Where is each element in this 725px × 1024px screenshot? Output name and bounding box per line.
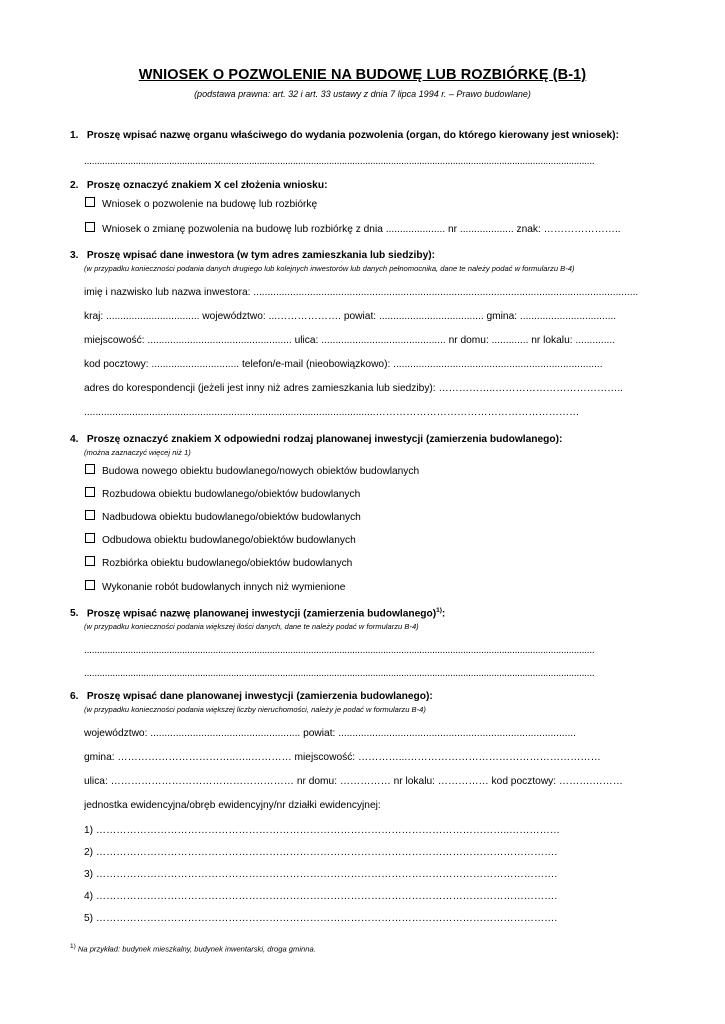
plot-field-2[interactable]: 2) ………………………………………………………………………………………………………………………. xyxy=(84,847,558,858)
investment-region-field[interactable]: województwo: ..................................................... powiat: .................................................................................... xyxy=(84,728,576,739)
cadastral-heading: jednostka ewidencyjna/obręb ewidencyjny/nr działki ewidencyjnej: xyxy=(84,800,381,811)
investment-locality-field[interactable]: gmina: ……………………………..…..………… miejscowość: …………...………………………………………………… xyxy=(84,752,601,763)
section-1-label: Proszę wpisać nazwę organu właściwego do wydania pozwolenia (organ, do którego kierowany jest wniosek): xyxy=(86,130,619,141)
footnote-text: Na przykład: budynek mieszkalny, budynek inwentarski, droga gminna. xyxy=(75,944,316,954)
option-superstructure: Nadbudowa obiektu budowlanego/obiektów budowlanych xyxy=(102,512,361,523)
section-number: 5. xyxy=(70,608,79,620)
plot-field-4[interactable]: 4) ………………………………………………………………………………………………………………………. xyxy=(84,891,558,902)
investment-address-field[interactable]: ulica: ……………………………………………… nr domu: …………… nr lokalu: …………… kod pocztowy: ……….……… xyxy=(84,776,623,787)
checkbox-extension[interactable] xyxy=(85,487,95,497)
option-reconstruction: Odbudowa obiektu budowlanego/obiektów budowlanych xyxy=(102,535,356,546)
footnote-ref: 1) xyxy=(436,607,442,614)
option-permit-change: Wniosek o zmianę pozwolenia na budowę lub rozbiórkę z dnia ..................... nr ................... znak: ………………….. xyxy=(102,224,621,235)
checkbox-new-building[interactable] xyxy=(85,464,95,474)
footnote xyxy=(70,943,316,954)
checkbox-permit-application[interactable] xyxy=(85,197,95,207)
section-2-label: Proszę oznaczyć znakiem X cel złożenia wniosku: xyxy=(86,180,328,191)
section-6-heading xyxy=(70,691,433,702)
section-number: 2. xyxy=(70,180,79,191)
option-new-building: Budowa nowego obiektu budowlanego/nowych obiektów budowlanych xyxy=(102,466,420,477)
section-2-heading xyxy=(70,180,327,191)
authority-name-field[interactable]: ...................................................................................................................................................................................................... xyxy=(84,156,595,167)
plot-field-1[interactable]: 1) …………………………………………………………………………………………………………..…………… xyxy=(84,825,560,836)
checkbox-permit-change[interactable] xyxy=(85,222,95,232)
checkbox-other-works[interactable] xyxy=(85,580,95,590)
plot-field-3[interactable]: 3) ………………………………………………………………………………………………………………………. xyxy=(84,869,558,880)
section-5-label: Proszę wpisać nazwę planowanej inwestycji (zamierzenia budowlanego) xyxy=(86,608,437,620)
option-demolition: Rozbiórka obiektu budowlanego/obiektów budowlanych xyxy=(102,558,353,569)
section-3-note: (w przypadku konieczności podania danych drugiego lub kolejnych inwestorów lub danych pełnomocnika, dane te należy podać w formularzu B-4) xyxy=(84,264,575,273)
footnote-marker: 1) xyxy=(70,943,76,950)
investor-address-field[interactable]: miejscowość: ................................................... ulica: ............................................ nr domu: ............. nr lokalu: .............. xyxy=(84,335,616,346)
option-permit-application: Wniosek o pozwolenie na budowę lub rozbiórkę xyxy=(102,199,318,210)
section-4-heading xyxy=(70,434,562,445)
checkbox-superstructure[interactable] xyxy=(85,510,95,520)
correspondence-address-line-2[interactable]: .......................................................................................................…………………………………………………… xyxy=(84,407,580,418)
investor-contact-field[interactable]: kod pocztowy: ............................... telefon/e-mail (nieobowiązkowo): .......................................................................... xyxy=(84,359,603,370)
investor-region-field[interactable]: kraj: ................................. województwo: ...………………. powiat: ..................................... gmina: .................................. xyxy=(84,311,617,322)
section-5-note: (w przypadku konieczności podania większej ilości danych, dane te należy podać w formularzu B-4) xyxy=(84,622,419,631)
checkbox-demolition[interactable] xyxy=(85,556,95,566)
form-title: WNIOSEK O POZWOLENIE NA BUDOWĘ LUB ROZBIÓRKĘ (B-1) xyxy=(138,67,587,83)
section-6-note: (w przypadku konieczności podania większej liczby nieruchomości, należy je podać w formularzu B-4) xyxy=(84,705,426,714)
section-number: 6. xyxy=(70,691,79,702)
legal-basis: (podstawa prawna: art. 32 i art. 33 ustawy z dnia 7 lipca 1994 r. – Prawo budowlane) xyxy=(194,89,531,99)
section-5-heading xyxy=(70,607,445,619)
section-6-label: Proszę wpisać dane planowanej inwestycji (zamierzenia budowlanego): xyxy=(86,691,433,702)
section-5-colon: : xyxy=(441,608,446,620)
correspondence-address-field[interactable]: adres do korespondencji (jeżeli jest inny niż adres zamieszkania lub siedziby): ……………..……………………………….. xyxy=(84,383,623,394)
option-other-works: Wykonanie robót budowlanych innych niż wymienione xyxy=(102,582,346,593)
section-3-label: Proszę wpisać dane inwestora (w tym adres zamieszkania lub siedziby): xyxy=(86,250,436,261)
checkbox-reconstruction[interactable] xyxy=(85,533,95,543)
option-extension: Rozbudowa obiektu budowlanego/obiektów budowlanych xyxy=(102,489,361,500)
section-number: 4. xyxy=(70,434,79,445)
section-number: 3. xyxy=(70,250,79,261)
section-number: 1. xyxy=(70,130,79,141)
investment-name-field-2[interactable]: ...................................................................................................................................................................................................... xyxy=(84,668,595,679)
section-3-heading xyxy=(70,250,435,261)
section-1-heading xyxy=(70,130,619,141)
investor-name-field[interactable]: imię i nazwisko lub nazwa inwestora: ........................................................................................................................................ xyxy=(84,287,639,298)
plot-field-5[interactable]: 5) ………………………………………………………………………………………………………………………. xyxy=(84,913,558,924)
investment-name-field-1[interactable]: ...................................................................................................................................................................................................... xyxy=(84,645,595,656)
section-4-note: (można zaznaczyć więcej niż 1) xyxy=(84,448,191,457)
section-4-label: Proszę oznaczyć znakiem X odpowiedni rodzaj planowanej inwestycji (zamierzenia budowlanego): xyxy=(86,434,563,445)
